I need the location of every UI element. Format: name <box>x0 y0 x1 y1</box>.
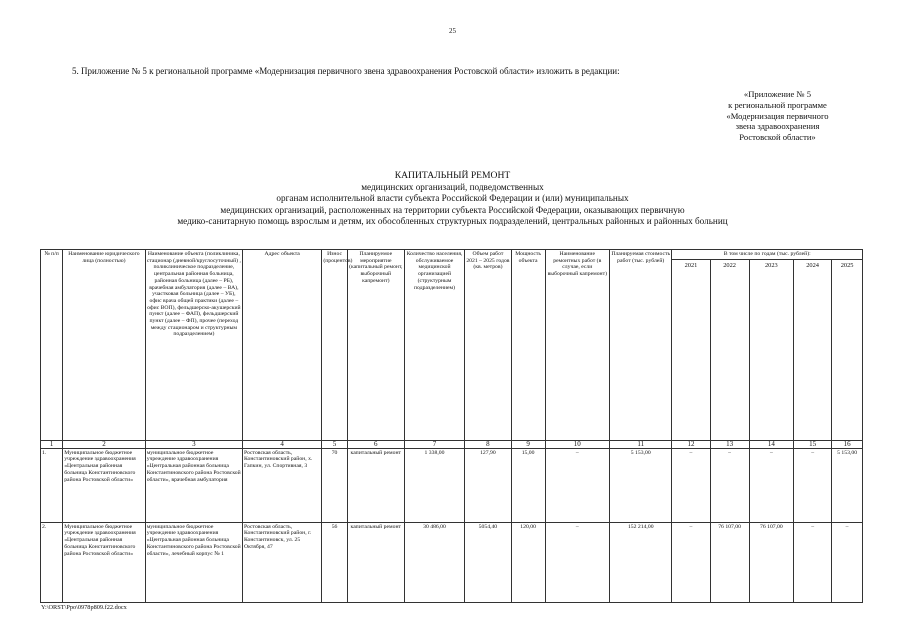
title-line: медицинских организаций, подведомственных <box>361 181 544 192</box>
cell-year-2021: – <box>672 522 710 602</box>
cell-year-2022: 76 107,00 <box>710 522 749 602</box>
cell-year-2025: – <box>832 522 863 602</box>
cell-wear: 56 <box>322 522 347 602</box>
header-year: 2023 <box>749 259 793 440</box>
header-row <box>41 250 863 260</box>
header-population: Количество населения, обслуживаемое медицинской организацией (структурным подразделением) <box>404 250 464 441</box>
appendix-line: звена здравоохранения <box>735 121 820 132</box>
header-year: 2025 <box>832 259 863 440</box>
header-object-name: Наименование объекта (поликлиника, стационар (дневной/круглосуточный) , поликлиническое подразделение, центральная районная больница, районная больница (далее – РБ), врачебная амбулатория (далее – ВА), участковая больница (далее – УБ), офис врача общей практики (далее – офис ВОП), фельдшерско-акушерский пункт (далее – ФАП), фельдшерский пункт (далее – ФП), прочее (переход между стационаром и структурным подразделением) <box>145 250 242 441</box>
header-planned-event: Планируемое мероприятие (капитальный ремонт, выборочный капремонт) <box>347 250 404 441</box>
cell-planned-cost: 152 214,00 <box>610 522 672 602</box>
cell-planned-event: капитальный ремонт <box>347 448 404 522</box>
title-line: медицинских организаций, расположенных на территории субъекта Российской Федерации, оказывающих первичную <box>220 204 685 215</box>
footer-file-path: Y:\ORST\Ppo\0978p809.f22.docx <box>41 604 127 611</box>
column-number: 3 <box>145 440 242 448</box>
header-wear: Износ (процентов) <box>322 250 347 441</box>
header-address: Адрес объекта <box>243 250 322 441</box>
cell-year-2025: 5 153,00 <box>832 448 863 522</box>
cell-repair-works: – <box>545 522 610 602</box>
appendix-line: к региональной программе <box>728 99 827 110</box>
column-number: 6 <box>347 440 404 448</box>
cell-capacity: 15,00 <box>511 448 545 522</box>
cell-repair-works: – <box>545 448 610 522</box>
header-planned-cost: Планируемая стоимость работ (тыс. рублей) <box>610 250 672 441</box>
cell-legal-entity: Муниципальное бюджетное учреждение здравоохранения «Центральная районная больница Константиновского района Ростовской области» <box>63 522 146 602</box>
appendix-line: «Модернизация первичного <box>726 110 829 121</box>
appendix-note <box>660 89 895 143</box>
column-number: 13 <box>710 440 749 448</box>
cell-year-2022: – <box>710 448 749 522</box>
cell-object-name: муниципальное бюджетное учреждение здравоохранения «Центральная районная больница Константиновского района Ростовской области», лечебный корпус № 1 <box>145 522 242 602</box>
cell-wear: 70 <box>322 448 347 522</box>
column-number: 2 <box>63 440 146 448</box>
title-line: медико-санитарную помощь взрослым и детям, их обособленных структурных подразделений, центральных районных и районных больниц <box>177 216 728 227</box>
column-number: 16 <box>832 440 863 448</box>
header-year: 2024 <box>794 259 832 440</box>
column-number: 8 <box>465 440 512 448</box>
title-line: КАПИТАЛЬНЫЙ РЕМОНТ <box>394 170 511 181</box>
document-title <box>0 170 905 228</box>
cell-population: 30 486,00 <box>404 522 464 602</box>
cell-work-volume: 5054,40 <box>465 522 512 602</box>
cell-year-2024: – <box>794 448 832 522</box>
column-number: 4 <box>243 440 322 448</box>
table-row <box>41 448 863 522</box>
header-legal-entity: Наименование юридического лица (полностью) <box>63 250 146 441</box>
column-number: 10 <box>545 440 610 448</box>
cell-planned-cost: 5 153,00 <box>610 448 672 522</box>
cell-work-volume: 127,90 <box>465 448 512 522</box>
cell-year-2021: – <box>672 448 710 522</box>
cell-no: 2. <box>41 522 63 602</box>
column-number: 15 <box>794 440 832 448</box>
cell-planned-event: капитальный ремонт <box>347 522 404 602</box>
cell-population: 1 338,00 <box>404 448 464 522</box>
table-row <box>41 522 863 602</box>
cell-legal-entity: Муниципальное бюджетное учреждение здравоохранения «Центральная районная больница Константиновского района Ростовской области» <box>63 448 146 522</box>
cell-year-2023: – <box>749 448 793 522</box>
cell-address: Ростовская область, Константиновский район, г. Константиновск, ул. 25 Октября, 47 <box>243 522 322 602</box>
cell-year-2023: 76 107,00 <box>749 522 793 602</box>
capital-repair-table <box>40 249 863 603</box>
column-number: 12 <box>672 440 710 448</box>
cell-capacity: 120,00 <box>511 522 545 602</box>
page-number: 25 <box>449 27 456 35</box>
column-number: 1 <box>41 440 63 448</box>
column-number: 11 <box>610 440 672 448</box>
header-year: 2021 <box>672 259 710 440</box>
header-by-years: В том числе по годам (тыс. рублей): <box>672 250 863 260</box>
column-number: 7 <box>404 440 464 448</box>
cell-year-2024: – <box>794 522 832 602</box>
appendix-line: «Приложение № 5 <box>743 89 812 99</box>
cell-no: 1. <box>41 448 63 522</box>
column-number-row <box>41 440 863 448</box>
cell-address: Ростовская область, Константиновский район, х. Гапкин, ул. Спортивная, 3 <box>243 448 322 522</box>
title-line: органам исполнительной власти субъекта Российской Федерации и (или) муниципальных <box>276 193 629 204</box>
cell-object-name: муниципальное бюджетное учреждение здравоохранения «Центральная районная больница Константиновского района Ростовской области», врачебная амбулатория <box>145 448 242 522</box>
column-number: 5 <box>322 440 347 448</box>
header-repair-works: Наименование ремонтных работ (в случае, если выборочный капремонт) <box>545 250 610 441</box>
intro-text: 5. Приложение № 5 к региональной программе «Модернизация первичного звена здравоохранения Ростовской области» изложить в редакции: <box>72 66 620 76</box>
header-capacity: Мощность объекта <box>511 250 545 441</box>
header-work-volume: Объем работ 2021 – 2025 годов (кв. метров) <box>465 250 512 441</box>
column-number: 14 <box>749 440 793 448</box>
column-number: 9 <box>511 440 545 448</box>
appendix-line: Ростовской области» <box>739 132 816 143</box>
header-year: 2022 <box>710 259 749 440</box>
header-no: № п/п <box>41 250 63 441</box>
